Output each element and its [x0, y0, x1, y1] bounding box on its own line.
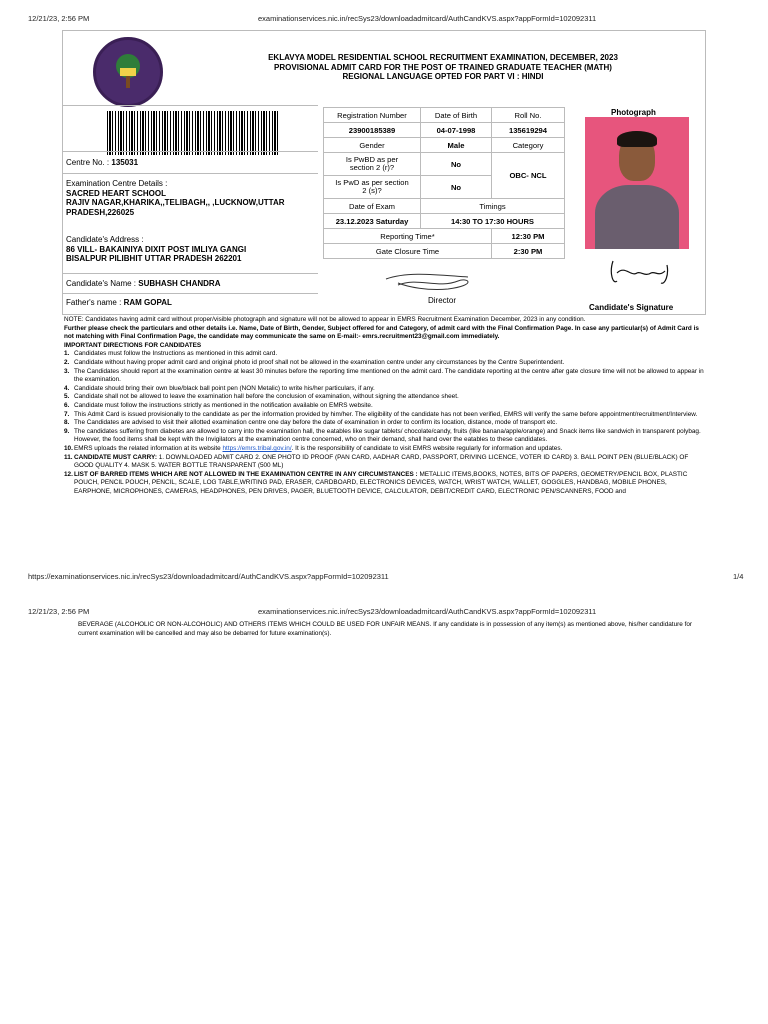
emrs-logo — [93, 37, 163, 107]
directions-section — [64, 316, 704, 496]
note-text: NOTE: Candidates having admit card without proper/visible photograph and signature will not be allowed to appear in EMRS Recruitment Examination December, 2023 in any condition. — [64, 316, 586, 323]
photograph-label: Photograph — [611, 108, 656, 117]
pwd-label: Is PwD as per section 2 (s)? — [324, 176, 421, 199]
reg-value: 23900185389 — [324, 123, 421, 138]
print-url-p2: examinationservices.nic.in/recSys23/downloadadmitcard/AuthCandKVS.aspx?appFormId=102092311 — [258, 607, 597, 616]
tree-icon — [110, 52, 146, 92]
list-item: 9. The candidates suffering from diabetes are allowed to carry into the examination hall, the eatables like sugar tablets/ chocolate/candy, fruits (like banana/apple/orange) and Snack items like sandwich in transparent polybag. However, the food items shall be kept with the Invigilators at the examination centre concerned, who on their demand, shall hand over the eatables to these candidates. — [64, 427, 701, 444]
list-item: 1. Candidates must follow the Instructions as mentioned in this admit card. — [64, 350, 278, 358]
page-number: 1/4 — [733, 572, 744, 581]
further-text: Further please check the particulars and other details i.e. Name, Date of Birth, Gender, Subject offered for and Category, of admit card with the Final Confirmation Page. In case any particular(s) of Admit Card is not matching with Final Confirmation Page, the candidate may communicate the same on E-mail:- emrs.recruitment23@gmail.com immediately. — [64, 324, 699, 341]
candidate-signature-label: Candidate's Signature — [589, 303, 674, 312]
title-line-1: EKLAVYA MODEL RESIDENTIAL SCHOOL RECRUITMENT EXAMINATION, DECEMBER, 2023 — [268, 53, 618, 62]
category-label: Category — [492, 138, 565, 153]
print-datetime: 12/21/23, 2:56 PM — [28, 14, 90, 23]
reg-label: Registration Number — [324, 108, 421, 123]
barcode — [107, 111, 279, 155]
roll-label: Roll No. — [492, 108, 565, 123]
exam-info-table — [323, 107, 565, 259]
father-name: Father's name : RAM GOPAL — [66, 298, 172, 307]
gender-label: Gender — [324, 138, 421, 153]
divider — [63, 173, 318, 174]
list-item: 6. Candidate must follow the instructions strictly as mentioned in the notification available on EMRS website. — [64, 401, 373, 409]
pwbd-value: No — [421, 153, 492, 176]
pwd-value: No — [421, 176, 492, 199]
divider — [63, 105, 318, 106]
list-item: 10. EMRS uploads the related information at its website https://emrs.tribal.gov.in/. It is the responsibility of candidate to visit EMRS website regularly for information and updates. — [64, 444, 563, 452]
title-line-2: PROVISIONAL ADMIT CARD FOR THE POST OF TRAINED GRADUATE TEACHER (MATH) — [274, 62, 612, 72]
reporting-value: 12:30 PM — [492, 229, 565, 244]
date-exam-value: 23.12.2023 Saturday — [324, 214, 421, 229]
candidate-name: Candidate's Name : SUBHASH CHANDRA — [66, 279, 221, 288]
directions-heading: IMPORTANT DIRECTIONS FOR CANDIDATES — [64, 341, 202, 349]
list-item: 8. The Candidates are advised to visit their allotted examination centre one day before the date of examination in order to confirm its location, distance, mode of transport etc. — [64, 419, 558, 427]
exam-title — [213, 53, 673, 82]
list-item: 12. LIST OF BARRED ITEMS WHICH ARE NOT ALLOWED IN THE EXAMINATION CENTRE IN ANY CIRCUMSTANCES : METALLIC ITEMS,BOOKS, NOTES, BITS OF PAPERS, GEOMETRY/PENCIL BOX, PLASTIC POUCH, PENCIL POUCH, PENCIL, SCALE, LOG TABLE,WRITING PAD, ERASER, CARDBOARD, ELECTRONICS DEVICES, WATCH, WRIST WATCH, WALLET, GOGGLES, HANDBAG, MOBILE PHONES, EARPHONE, MICROPHONES, CAMERAS, HEADPHONES, PEN DRIVES, PAGER, BLUETOOTH DEVICE, CALCULATOR, DEBIT/CREDIT CARD, ELECTRONIC PEN/SCANNERS, FOOD and — [64, 470, 688, 495]
title-line-3: REGIONAL LANGUAGE OPTED FOR PART VI : HINDI — [342, 72, 544, 81]
divider — [63, 293, 318, 294]
list-item: 2. Candidate without having proper admit card and original photo id proof shall not be allowed in the examination centre under any circumstances by the Centre Superintendent. — [64, 358, 565, 366]
print-url: examinationservices.nic.in/recSys23/downloadadmitcard/AuthCandKVS.aspx?appFormId=102092311 — [258, 14, 597, 23]
centre-no: Centre No. : 135031 — [66, 158, 139, 167]
list-item: 5. Candidate shall not be allowed to leave the examination hall before the conclusion of examination, without signing the attendance sheet. — [64, 393, 459, 401]
pwbd-label: Is PwBD as per section 2 (r)? — [324, 153, 421, 176]
date-exam-label: Date of Exam — [324, 199, 421, 214]
dob-label: Date of Birth — [421, 108, 492, 123]
divider — [63, 151, 318, 152]
directions-list — [64, 350, 704, 496]
reporting-label: Reporting Time* — [324, 229, 492, 244]
candidate-signature — [607, 255, 677, 289]
list-item: 4. Candidate should bring their own blue/black ball point pen (NON Metalic) to write his/her particulars, if any. — [64, 384, 375, 392]
admit-card — [62, 30, 706, 315]
category-value: OBC- NCL — [492, 153, 565, 199]
list-item: 7. This Admit Card is issued provisionally to the candidate as per the information provided by him/her. The eligibility of the candidate has not been verified, EMRS will verify the same before appointment/recruitment/Interview. — [64, 410, 698, 418]
timings-label: Timings — [421, 199, 565, 214]
gate-label: Gate Closure Time — [324, 244, 492, 259]
page2-continuation-text: BEVERAGE (ALCOHOLIC OR NON-ALCOHOLIC) AND OTHERS ITEMS WHICH COULD BE USED FOR UNFAIR MEANS. If any candidate is in possession of any item(s) as mentioned above, his/her candidature for current examination will be cancelled and may also be debarred for future examination(s). — [78, 621, 693, 637]
footer-url: https://examinationservices.nic.in/recSys23/downloadadmitcard/AuthCandKVS.aspx?appFormId=102092311 — [28, 572, 389, 581]
gate-value: 2:30 PM — [492, 244, 565, 259]
roll-value: 135619294 — [492, 123, 565, 138]
timings-value: 14:30 TO 17:30 HOURS — [421, 214, 565, 229]
list-item: 11. CANDIDATE MUST CARRY: 1. DOWNLOADED ADMIT CARD 2. ONE PHOTO ID PROOF (PAN CARD, AADHAR CARD, PASSPORT, DRIVING LICENCE, VOTER ID CARD) 3. BALL POINT PEN (BLUE/BLACK) OF GOOD QUALITY 4. MASK 5. WATER BOTTLE TRANSPARENT (500 ML) — [64, 453, 689, 470]
print-datetime-p2: 12/21/23, 2:56 PM — [28, 607, 90, 616]
emrs-website-link[interactable]: https://emrs.tribal.gov.in/ — [222, 444, 292, 452]
candidate-address: Candidate's Address : 86 VILL- BAKAINIYA DIXIT POST IMLIYA GANGI BISALPUR PILIBHIT UTTAR PRADESH 262201 — [66, 235, 247, 263]
gender-value: Male — [421, 138, 492, 153]
director-label: Director — [428, 296, 457, 305]
exam-centre-details: Examination Centre Details : SACRED HEART SCHOOL RAJIV NAGAR,KHARIKA,,TELIBAGH,, ,LUCKNOW,UTTAR PRADESH,226025 — [66, 179, 285, 217]
director-signature — [378, 267, 488, 295]
candidate-photo — [585, 117, 689, 249]
dob-value: 04-07-1998 — [421, 123, 492, 138]
divider — [63, 273, 318, 274]
list-item: 3. The Candidates should report at the examination centre at least 30 minutes before the reporting time mentioned on the admit card. The candidate reporting at the centre after gate closure time will not be allowed to appear in the examination. — [64, 367, 704, 384]
